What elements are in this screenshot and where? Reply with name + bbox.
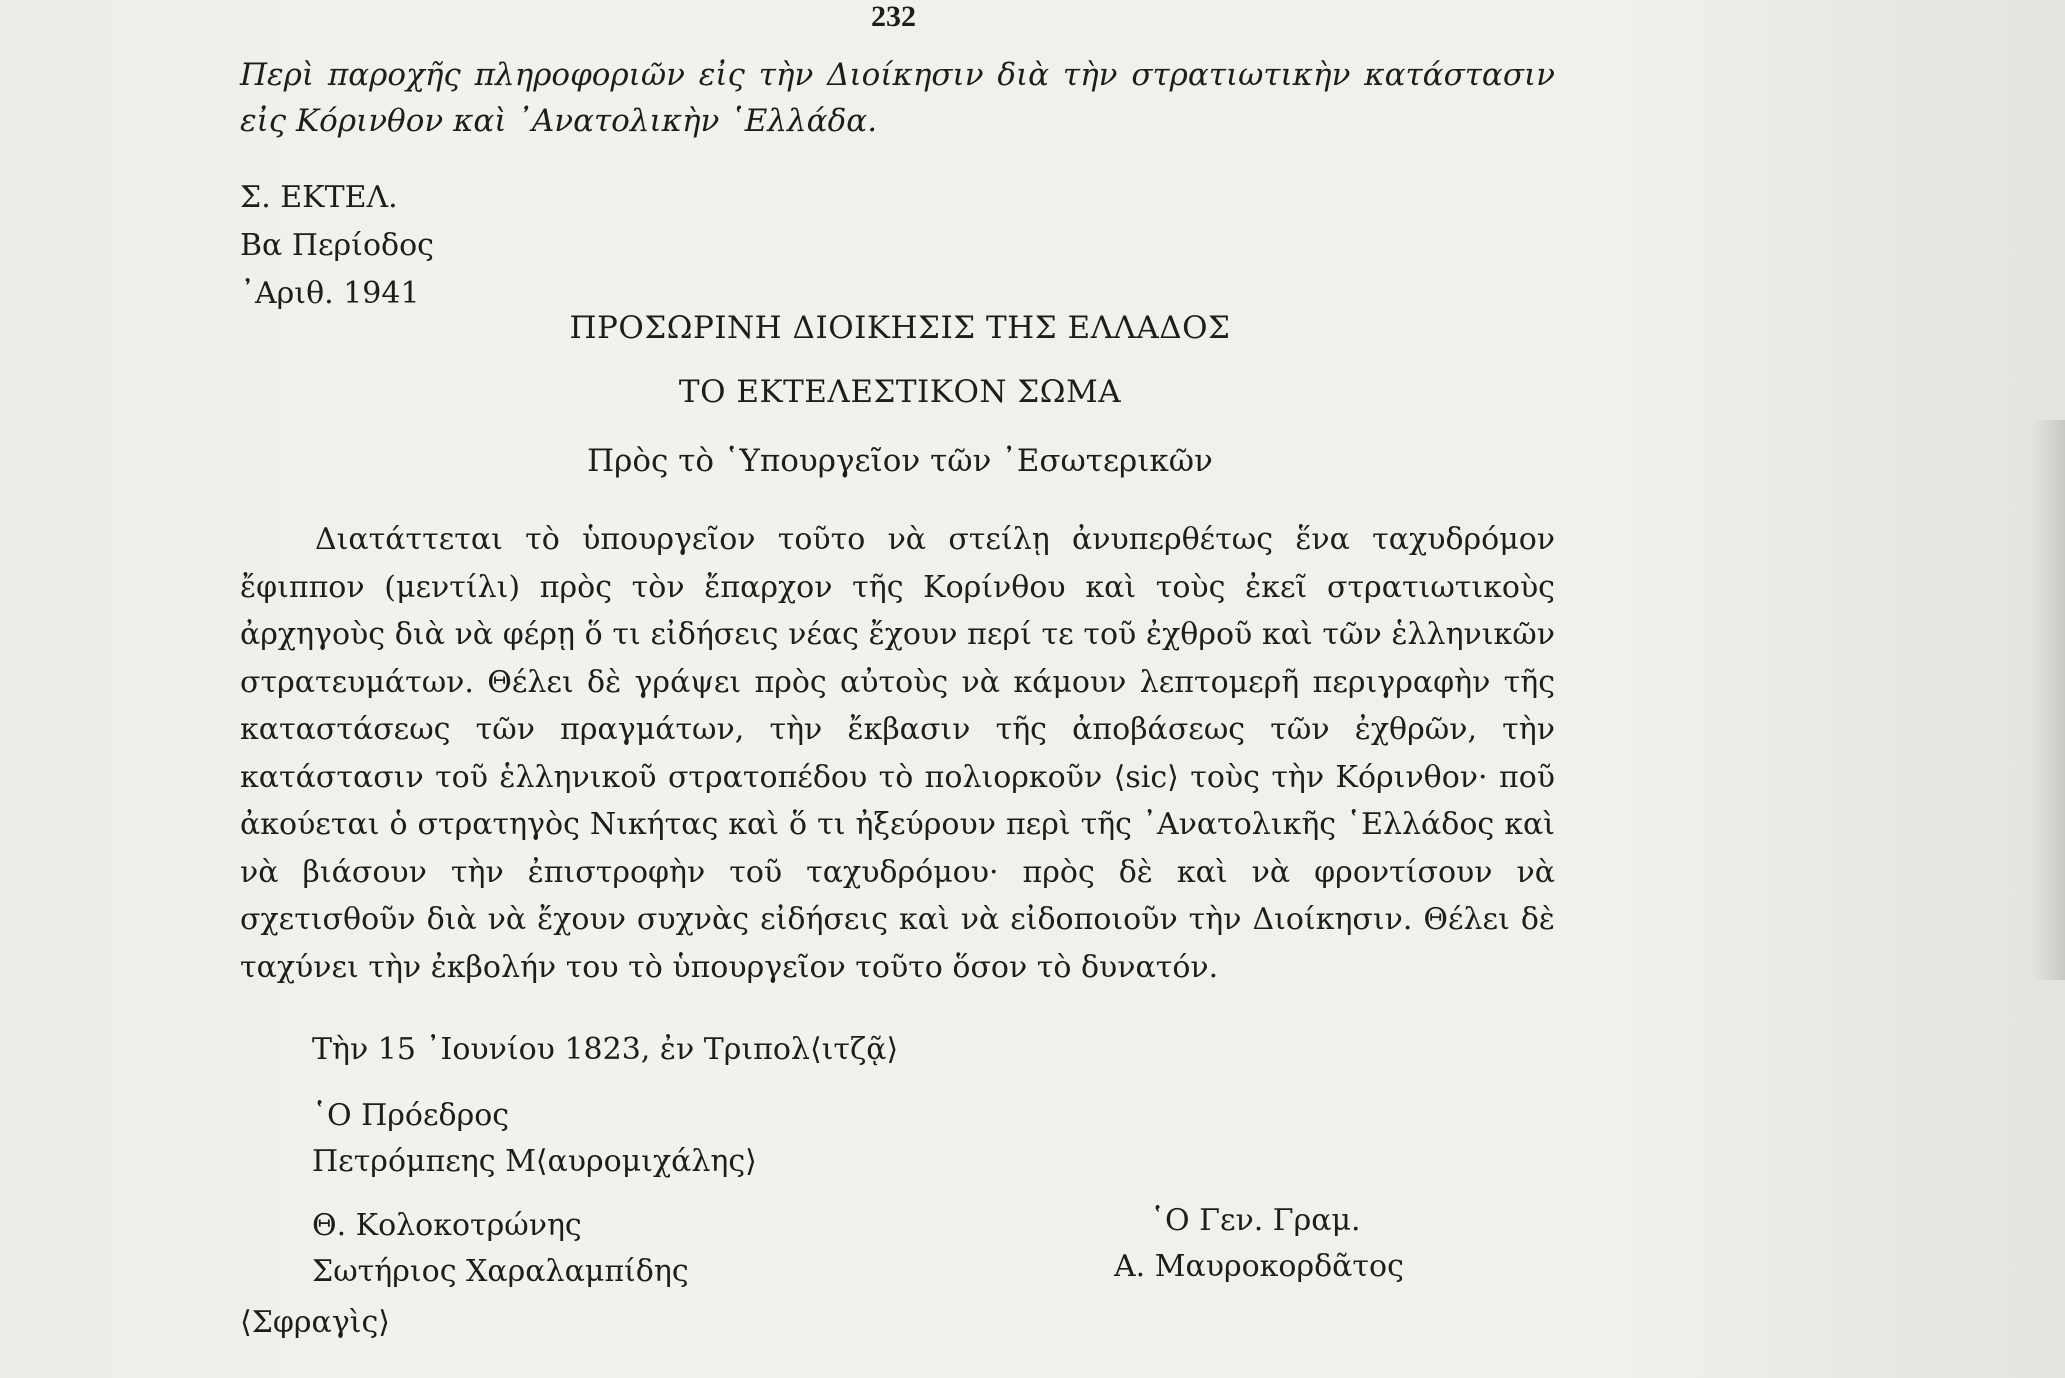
heading-addressee: Πρὸς τὸ ῾Υπουργεῖον τῶν ᾿Εσωτερικῶν <box>587 443 1213 479</box>
seal-note: ⟨Σφραγὶς⟩ <box>240 1305 391 1340</box>
body-paragraph: Διατάττεται τὸ ὑπουργεῖον τοῦτο νὰ στείλῃ ἀνυπερθέτως ἕνα ταχυδρόμον ἔφιππον (μεντίλι) πρὸς τὸν ἔπαρχον τῆς Κορίνθου καὶ τοὺς ἐκεῖ στρατιωτικοὺς ἀρχηγοὺς διὰ νὰ φέρῃ ὅ τι εἰδήσεις νέας ἔχουν περί τε τοῦ ἐχθροῦ καὶ τῶν ἑλληνικῶν στρατευμάτων. Θέλει δὲ γράψει πρὸς αὐτοὺς νὰ κάμουν λεπτομερῆ περιγραφὴν τῆς καταστάσεως τῶν πραγμάτων, τὴν ἔκβασιν τῆς ἀποβάσεως τῶν ἐχθρῶν, τὴν κατάστασιν τοῦ ἑλληνικοῦ στρατοπέδου τὸ πολιορκοῦν ⟨sic⟩ τοὺς τὴν Κόρινθον· ποῦ ἀκούεται ὁ στρατηγὸς Νικήτας καὶ ὅ τι ἠξεύρουν περὶ τῆς ᾿Ανατολικῆς ῾Ελλάδος καὶ νὰ βιάσουν τὴν ἐπιστροφὴν τοῦ ταχυδρόμου· πρὸς δὲ καὶ νὰ φροντίσουν νὰ σχετισθοῦν διὰ νὰ ἔχουν συχνὰς εἰδήσεις καὶ νὰ εἰδοποιοῦν τὴν Διοίκησιν. Θέλει δὲ ταχύνει τὴν ἐκβολήν του τὸ ὑπουργεῖον τοῦτο ὅσον τὸ δυνατόν. <box>240 522 1555 985</box>
president-name: Πετρόμπεης Μ⟨αυρομιχάλης⟩ <box>312 1144 757 1179</box>
reference-number: ᾿Αριθ. 1941 <box>240 276 420 311</box>
heading-government: ΠΡΟΣΩΡΙΝΗ ΔΙΟΙΚΗΣΙΣ ΤΗΣ ΕΛΛΑΔΟΣ <box>569 310 1231 346</box>
secretary-title: ῾Ο Γεν. Γραμ. <box>1150 1203 1361 1238</box>
bleed-through-shade <box>1595 0 2065 1378</box>
page-number: 232 <box>871 0 916 33</box>
document-subject: Περὶ παροχῆς πληροφοριῶν εἰς τὴν Διοίκησιν διὰ τὴν στρατιωτικὴν κατάστασιν εἰς Κόρινθον καὶ ᾿Ανατολικὴν ῾Ελλάδα. <box>240 57 1555 139</box>
dateline: Τὴν 15 ᾿Ιουνίου 1823, ἐν Τριπολ⟨ιτζᾷ⟩ <box>312 1032 899 1067</box>
president-title: ῾Ο Πρόεδρος <box>312 1098 510 1133</box>
signatory-kolokotronis: Θ. Κολοκοτρώνης <box>312 1208 582 1243</box>
secretary-name: Α. Μαυροκορδᾶτος <box>1114 1249 1404 1284</box>
signatory-charalampidis: Σωτήριος Χαραλαμπίδης <box>312 1254 689 1289</box>
reference-line-1: Σ. ΕΚΤΕΛ. <box>240 180 398 215</box>
page-edge-shadow <box>2031 420 2065 980</box>
heading-executive: ΤΟ ΕΚΤΕΛΕΣΤΙΚΟΝ ΣΩΜΑ <box>678 374 1122 410</box>
reference-line-2: Βα Περίοδος <box>240 228 434 263</box>
